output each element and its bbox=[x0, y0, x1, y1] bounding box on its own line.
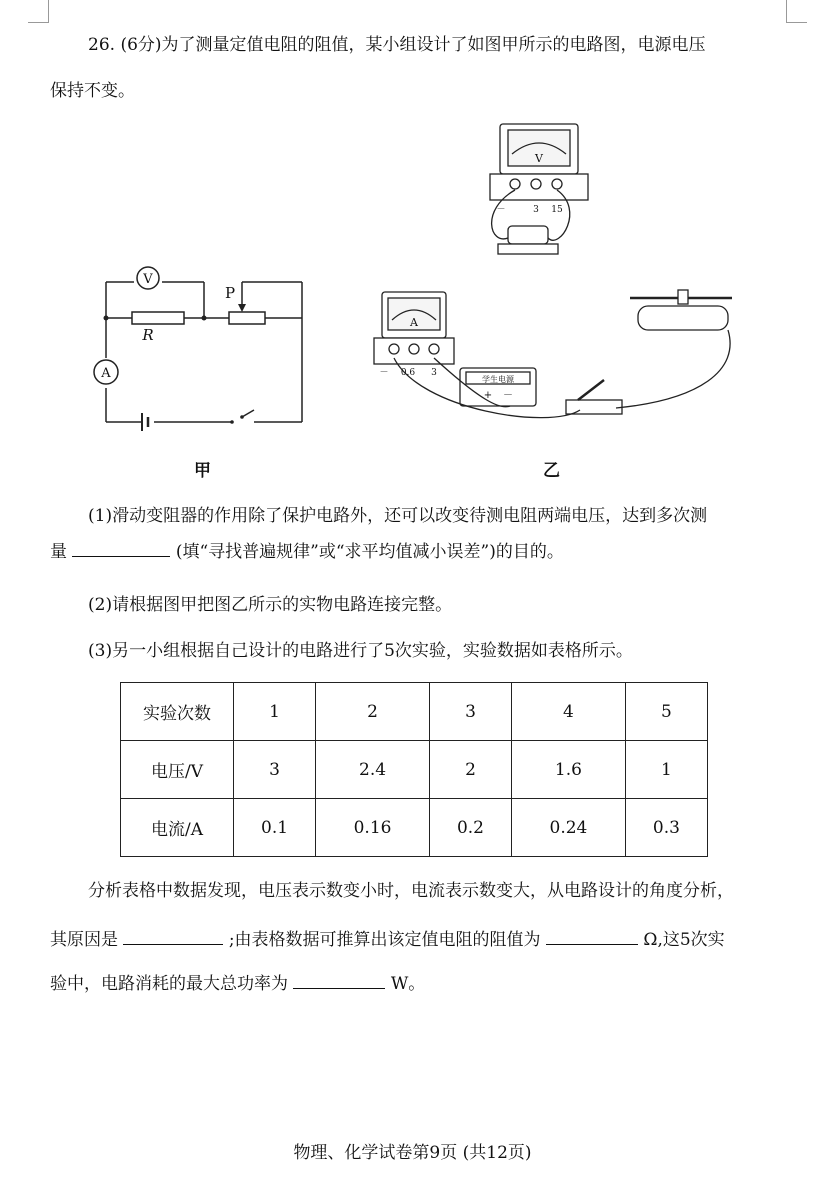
table-cell: 2 bbox=[429, 741, 511, 799]
table-cell: 1 bbox=[625, 741, 707, 799]
voltmeter-terminal-2: 15 bbox=[551, 205, 563, 215]
voltmeter-label: V bbox=[143, 272, 153, 287]
part2-text: (2)请根据图甲把图乙所示的实物电路连接完整。 bbox=[88, 595, 453, 615]
caption-yi: 乙 bbox=[543, 461, 560, 481]
ammeter-terminal-0: － bbox=[379, 368, 389, 378]
analysis-line-2 bbox=[50, 928, 725, 951]
analysis-line2-a: 其原因是 bbox=[50, 930, 118, 950]
circuit-photo-yi bbox=[360, 110, 760, 440]
table-row-header bbox=[121, 683, 708, 741]
table-row-current bbox=[121, 799, 708, 857]
part3-text: (3)另一小组根据自己设计的电路进行了5次实验，实验数据如表格所示。 bbox=[88, 641, 633, 661]
analysis-line2-b: ;由表格数据可推算出该定值电阻的阻值为 bbox=[228, 930, 541, 950]
table-cell: 0.24 bbox=[512, 799, 626, 857]
ammeter-label: A bbox=[101, 366, 111, 381]
battery-plus: + bbox=[483, 390, 493, 401]
caption-jia: 甲 bbox=[194, 461, 211, 481]
table-cell: 3 bbox=[429, 683, 511, 741]
voltmeter-terminal-0: － bbox=[496, 205, 506, 215]
ammeter-terminal-2: 3 bbox=[431, 368, 437, 378]
battery-minus: － bbox=[503, 390, 513, 401]
answer-blank-1[interactable] bbox=[72, 540, 170, 557]
part1-prefix: 量 bbox=[50, 542, 67, 562]
question-line-2: 保持不变。 bbox=[50, 81, 135, 101]
slider-label: P bbox=[224, 284, 236, 302]
ammeter-glyph: A bbox=[410, 316, 418, 329]
analysis-line-3 bbox=[50, 972, 425, 995]
part1-suffix: (填“寻找普遍规律”或“求平均值减小误差”)的目的。 bbox=[175, 542, 564, 562]
battery-label: 学生电源 bbox=[482, 375, 514, 384]
table-cell: 2.4 bbox=[316, 741, 430, 799]
part1-line-1: (1)滑动变阻器的作用除了保护电路外，还可以改变待测电阻两端电压，达到多次测 bbox=[88, 506, 708, 526]
analysis-line-1: 分析表格中数据发现，电压表示数变小时，电流表示数变大，从电路设计的角度分析， bbox=[88, 881, 734, 901]
page-footer: 物理、化学试卷第9页 (共12页) bbox=[293, 1143, 532, 1163]
voltmeter-terminal-1: 3 bbox=[533, 205, 539, 215]
analysis-line3-b: W。 bbox=[390, 974, 426, 994]
table-cell: 5 bbox=[625, 683, 707, 741]
table-cell: 0.16 bbox=[316, 799, 430, 857]
data-table bbox=[120, 682, 708, 857]
table-cell: 2 bbox=[316, 683, 430, 741]
answer-blank-4[interactable] bbox=[293, 972, 385, 989]
table-cell: 3 bbox=[234, 741, 316, 799]
table-cell: 实验次数 bbox=[121, 683, 234, 741]
question-line-1: 26. (6分)为了测量定值电阻的阻值，某小组设计了如图甲所示的电路图，电源电压 bbox=[88, 35, 706, 55]
circuit-diagram-jia bbox=[92, 260, 322, 440]
resistor-label: R bbox=[142, 326, 154, 344]
table-cell: 4 bbox=[512, 683, 626, 741]
table-cell: 0.3 bbox=[625, 799, 707, 857]
crop-mark-left bbox=[28, 0, 49, 23]
table-cell: 电压/V bbox=[121, 741, 234, 799]
crop-mark-right bbox=[786, 0, 807, 23]
table-cell: 0.1 bbox=[234, 799, 316, 857]
answer-blank-2[interactable] bbox=[123, 928, 223, 945]
table-cell: 0.2 bbox=[429, 799, 511, 857]
table-cell: 1 bbox=[234, 683, 316, 741]
analysis-line3-a: 验中，电路消耗的最大总功率为 bbox=[50, 974, 288, 994]
table-cell: 电流/A bbox=[121, 799, 234, 857]
voltmeter-glyph: V bbox=[535, 152, 543, 165]
table-cell: 1.6 bbox=[512, 741, 626, 799]
table-row-voltage bbox=[121, 741, 708, 799]
part1-line-2 bbox=[50, 540, 564, 563]
answer-blank-3[interactable] bbox=[546, 928, 638, 945]
analysis-line2-c: Ω,这5次实 bbox=[643, 930, 725, 950]
ammeter-terminal-1: 0.6 bbox=[400, 368, 416, 378]
